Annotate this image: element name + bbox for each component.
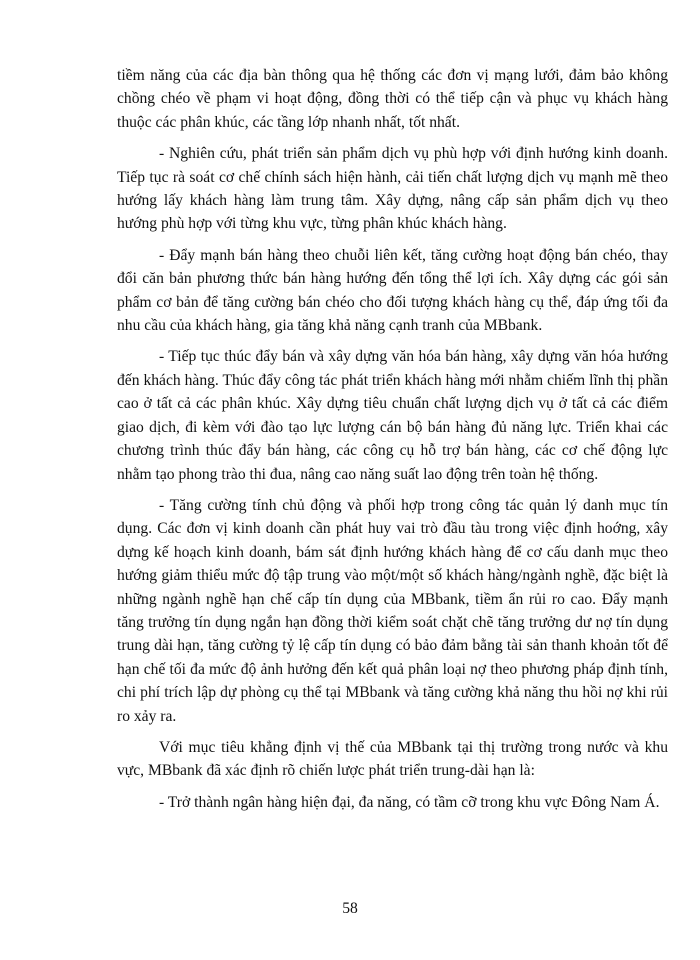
paragraph-product-development: - Nghiên cứu, phát triển sản phẩm dịch vụ phù hợp với định hướng kinh doanh. Tiếp tục rà soát cơ chế chính sách hiện hành, cải tiến chất lượng dịch vụ mạnh mẽ theo hướng lấy khách hàng làm trung tâm. Xây dựng, nâng cấp sản phẩm dịch vụ theo hướng phù hợp với từng khu vực, từng phân khúc khách hàng. [117,145,668,233]
paragraph-sales-culture: - Tiếp tục thúc đẩy bán và xây dựng văn hóa bán hàng, xây dựng văn hóa hướng đến khách hàng. Thúc đẩy công tác phát triển khách hàng mới nhằm chiếm lĩnh thị phần cao ở tất cả các phân khúc. Xây dựng tiêu chuẩn chất lượng dịch vụ ở tất cả các điểm giao dịch, đi kèm với đào tạo lực lượng cán bộ bán hàng đủ năng lực. Triển khai các chương trình thúc đẩy bán hàng, các công cụ hỗ trợ bán hàng, các cơ chế động lực nhằm tạo phong trào thi đua, nâng cao năng suất lao động trên toàn hệ thống. [117,348,668,483]
paragraph-cross-selling: - Đẩy mạnh bán hàng theo chuỗi liên kết, tăng cường hoạt động bán chéo, thay đổi căn bản phương thức bán hàng hướng đến tổng thể lợi ích. Xây dựng các gói sản phẩm cơ bản để tăng cường bán chéo cho đối tượng khách hàng cụ thể, đáp ứng tối đa nhu cầu của khách hàng, gia tăng khả năng cạnh tranh của MBbank. [117,246,668,335]
paragraph-continuation: tiềm năng của các địa bàn thông qua hệ thống các đơn vị mạng lưới, đảm bảo không chồng chéo về phạm vi hoạt động, đồng thời có thể tiếp cận và phục vụ khách hàng thuộc các phân khúc, các tầng lớp nhanh nhất, tốt nhất. [117,67,668,131]
paragraph-strategy-goal: - Trở thành ngân hàng hiện đại, đa năng, có tầm cỡ trong khu vực Đông Nam Á. [159,793,660,811]
document-body [117,64,668,822]
page-number: 58 [342,900,358,917]
paragraph-strategy-intro: Với mục tiêu khẳng định vị thế của MBbank tại thị trường trong nước và khu vực, MBbank đã xác định rõ chiến lược phát triển trung-dài hạn là: [117,738,668,780]
paragraph-credit-portfolio: - Tăng cường tính chủ động và phối hợp trong công tác quản lý danh mục tín dụng. Các đơn vị kinh doanh cần phát huy vai trò đầu tàu trong việc định hoớng, xây dựng kế hoạch kinh doanh, bám sát định hướng khách hàng để cơ cấu danh mục theo hướng giảm thiểu mức độ tập trung vào một/một số khách hàng/ngành nghề, đặc biệt là những ngành nghề hạn chế cấp tín dụng của MBbank, tiềm ẩn rủi ro cao. Đẩy mạnh tăng trưởng tín dụng ngắn hạn đồng thời kiểm soát chặt chẽ tăng trưởng dư nợ tín dụng trung dài hạn, tăng cường tỷ lệ cấp tín dụng có bảo đảm bằng tài sản thanh khoản tốt để hạn chế tối đa mức độ ảnh hưởng đến kết quả phân loại nợ theo phương pháp định tính, chi phí trích lập dự phòng cụ thể tại MBbank và tăng cường khả năng thu hồi nợ khi rủi ro xảy ra. [117,496,668,725]
